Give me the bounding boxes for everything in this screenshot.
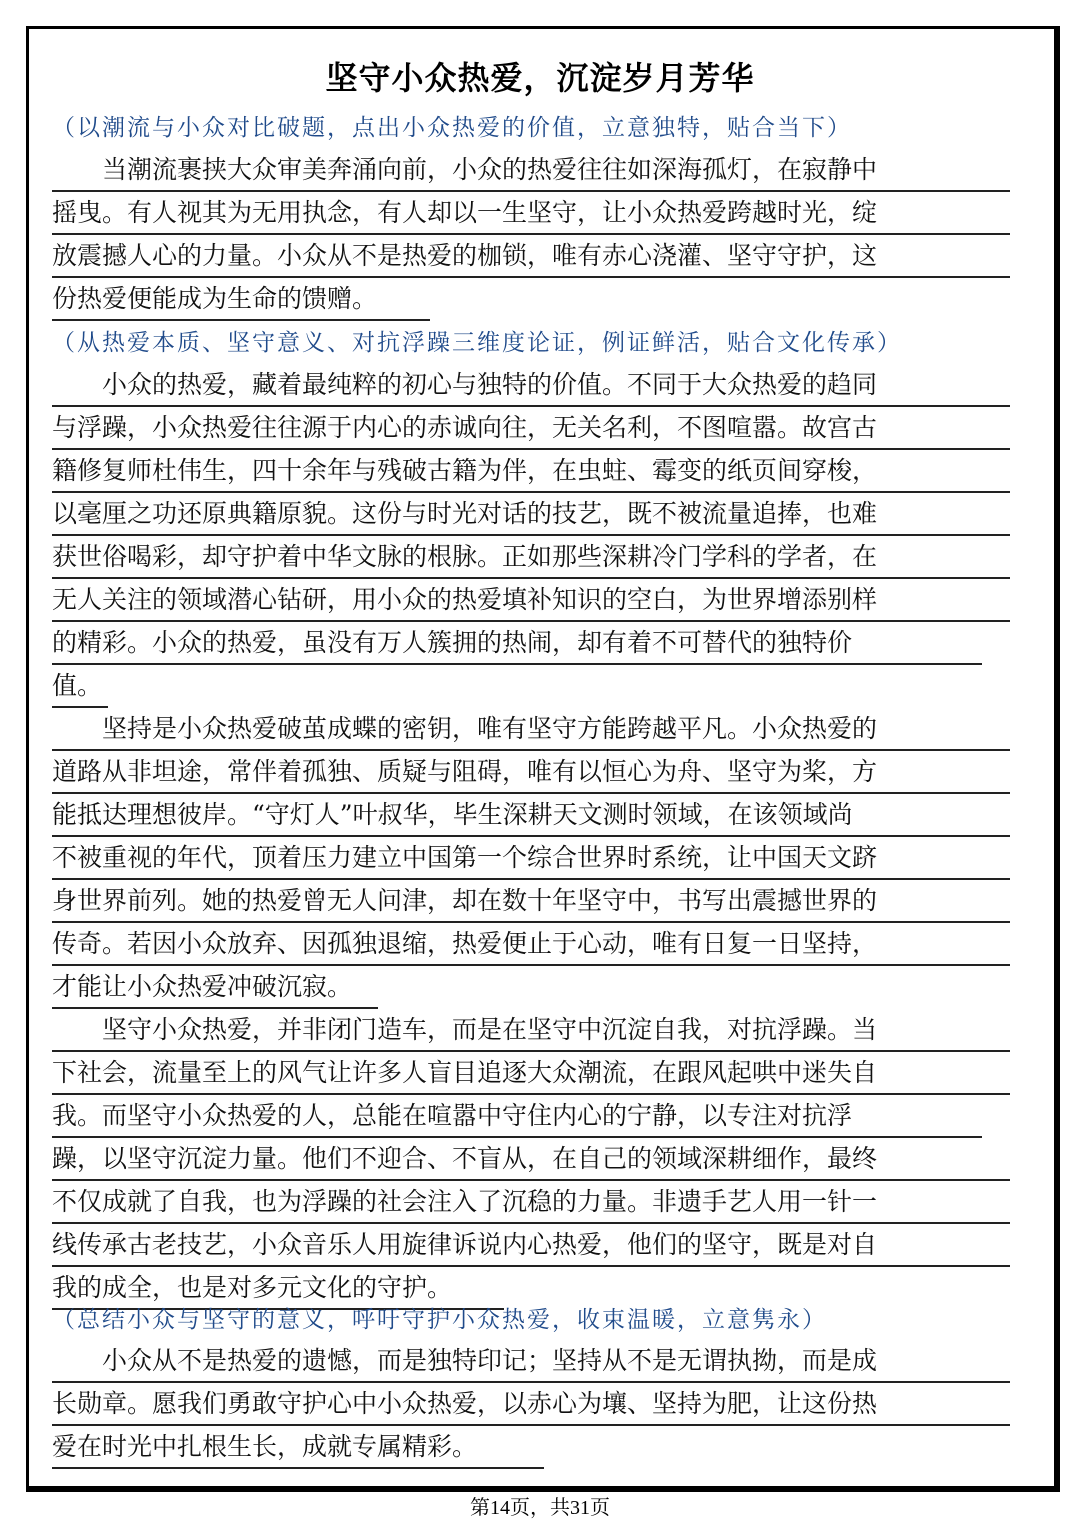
text-line: 下社会，流量至上的风气让许多人盲目追逐大众潮流，在跟风起哄中迷失自 bbox=[52, 1053, 1010, 1095]
text-line: 籍修复师杜伟生，四十余年与残破古籍为伴，在虫蛀、霉变的纸页间穿梭， bbox=[52, 451, 1010, 493]
text-line: 无人关注的领域潜心钻研，用小众的热爱填补知识的空白，为世界增添别样 bbox=[52, 580, 1010, 622]
annotation-intro: （以潮流与小众对比破题，点出小众热爱的价值，立意独特，贴合当下） bbox=[52, 115, 852, 141]
text-line: 坚持是小众热爱破茧成蝶的密钥，唯有坚守方能跨越平凡。小众热爱的 bbox=[52, 709, 1010, 751]
text-line: 放震撼人心的力量。小众从不是热爱的枷锁，唯有赤心浇灌、坚守守护，这 bbox=[52, 236, 1010, 278]
text-line: 与浮躁，小众热爱往往源于内心的赤诚向往，无关名利，不图喧嚣。故宫古 bbox=[52, 408, 1010, 450]
essay-title: 坚守小众热爱，沉淀岁月芳华 bbox=[325, 59, 755, 97]
text-line: 坚守小众热爱，并非闭门造车，而是在坚守中沉淀自我，对抗浮躁。当 bbox=[52, 1010, 1010, 1052]
text-line: 获世俗喝彩，却守护着中华文脉的根脉。正如那些深耕冷门学科的学者，在 bbox=[52, 537, 1010, 579]
text-line: 能抵达理想彼岸。“守灯人”叶叔华，毕生深耕天文测时领域，在该领域尚 bbox=[52, 795, 1010, 837]
text-line: 我的成全，也是对多元文化的守护。 bbox=[52, 1268, 504, 1310]
text-line: 爱在时光中扎根生长，成就专属精彩。 bbox=[52, 1427, 544, 1469]
text-line: 才能让小众热爱冲破沉寂。 bbox=[52, 967, 378, 1009]
page-number: 第14页，共31页 bbox=[470, 1497, 610, 1519]
text-line: 不仅成就了自我，也为浮躁的社会注入了沉稳的力量。非遗手艺人用一针一 bbox=[52, 1182, 1010, 1224]
text-line: 值。 bbox=[52, 666, 108, 708]
text-line: 份热爱便能成为生命的馈赠。 bbox=[52, 279, 430, 321]
text-line: 道路从非坦途，常伴着孤独、质疑与阻碍，唯有以恒心为舟、坚守为桨，方 bbox=[52, 752, 1010, 794]
text-line: 躁，以坚守沉淀力量。他们不迎合、不盲从，在自己的领域深耕细作，最终 bbox=[52, 1139, 1010, 1181]
text-line: 线传承古老技艺，小众音乐人用旋律诉说内心热爱，他们的坚守，既是对自 bbox=[52, 1225, 1010, 1267]
text-line: 以毫厘之功还原典籍原貌。这份与时光对话的技艺，既不被流量追捧，也难 bbox=[52, 494, 1010, 536]
text-line: 小众的热爱，藏着最纯粹的初心与独特的价值。不同于大众热爱的趋同 bbox=[52, 365, 1010, 407]
text-line: 不被重视的年代，顶着压力建立中国第一个综合世界时系统，让中国天文跻 bbox=[52, 838, 1010, 880]
annotation-conclusion: （总结小众与坚守的意义，呼吁守护小众热爱，收束温暖，立意隽永） bbox=[52, 1307, 827, 1333]
text-line: 的精彩。小众的热爱，虽没有万人簇拥的热闹，却有着不可替代的独特价 bbox=[52, 623, 982, 665]
text-line: 我。而坚守小众热爱的人，总能在喧嚣中守住内心的宁静，以专注对抗浮 bbox=[52, 1096, 982, 1138]
text-line: 身世界前列。她的热爱曾无人问津，却在数十年坚守中，书写出震撼世界的 bbox=[52, 881, 1010, 923]
text-line: 摇曳。有人视其为无用执念，有人却以一生坚守，让小众热爱跨越时光，绽 bbox=[52, 193, 1010, 235]
text-line: 小众从不是热爱的遗憾，而是独特印记；坚持从不是无谓执拗，而是成 bbox=[52, 1341, 1010, 1383]
text-line: 长勋章。愿我们勇敢守护心中小众热爱，以赤心为壤、坚持为肥，让这份热 bbox=[52, 1384, 1010, 1426]
annotation-body: （从热爱本质、坚守意义、对抗浮躁三维度论证，例证鲜活，贴合文化传承） bbox=[52, 330, 902, 356]
text-line: 传奇。若因小众放弃、因孤独退缩，热爱便止于心动，唯有日复一日坚持， bbox=[52, 924, 1010, 966]
text-line: 当潮流裹挟大众审美奔涌向前，小众的热爱往往如深海孤灯，在寂静中 bbox=[52, 150, 1010, 192]
